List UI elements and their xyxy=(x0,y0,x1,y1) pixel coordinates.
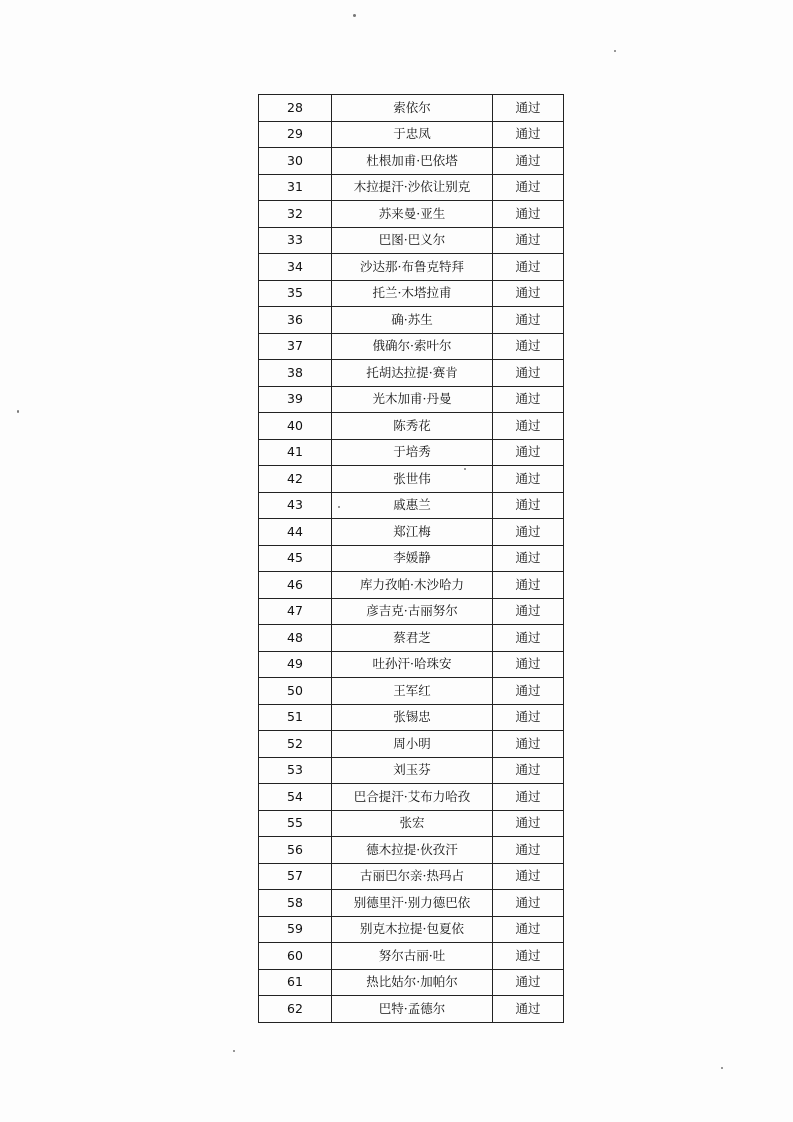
row-result: 通过 xyxy=(493,678,564,705)
table-row xyxy=(259,837,564,864)
row-result: 通过 xyxy=(493,148,564,175)
row-number: 46 xyxy=(259,572,332,599)
table-row xyxy=(259,651,564,678)
row-name: 彦吉克·古丽努尔 xyxy=(332,598,493,625)
table-row xyxy=(259,890,564,917)
row-result: 通过 xyxy=(493,519,564,546)
row-name: 巴合提汗·艾布力哈孜 xyxy=(332,784,493,811)
row-name: 苏来曼·亚生 xyxy=(332,201,493,228)
row-number: 38 xyxy=(259,360,332,387)
table-row xyxy=(259,201,564,228)
table-row xyxy=(259,466,564,493)
results-table-body xyxy=(259,95,564,1023)
row-number: 30 xyxy=(259,148,332,175)
row-name: 巴特·孟德尔 xyxy=(332,996,493,1023)
row-number: 39 xyxy=(259,386,332,413)
table-row xyxy=(259,360,564,387)
scan-speck xyxy=(614,50,616,52)
row-result: 通过 xyxy=(493,307,564,334)
results-table xyxy=(258,94,564,1023)
table-row xyxy=(259,413,564,440)
row-result: 通过 xyxy=(493,625,564,652)
row-result: 通过 xyxy=(493,810,564,837)
row-result: 通过 xyxy=(493,386,564,413)
row-result: 通过 xyxy=(493,837,564,864)
row-result: 通过 xyxy=(493,704,564,731)
row-number: 34 xyxy=(259,254,332,281)
row-number: 52 xyxy=(259,731,332,758)
row-name: 托兰·木塔拉甫 xyxy=(332,280,493,307)
row-number: 40 xyxy=(259,413,332,440)
table-row xyxy=(259,757,564,784)
row-name: 别克木拉提·包夏依 xyxy=(332,916,493,943)
row-number: 32 xyxy=(259,201,332,228)
row-number: 57 xyxy=(259,863,332,890)
table-row xyxy=(259,572,564,599)
row-result: 通过 xyxy=(493,863,564,890)
table-row xyxy=(259,386,564,413)
row-name: 古丽巴尔亲·热玛占 xyxy=(332,863,493,890)
row-result: 通过 xyxy=(493,492,564,519)
row-number: 42 xyxy=(259,466,332,493)
row-result: 通过 xyxy=(493,333,564,360)
row-result: 通过 xyxy=(493,360,564,387)
row-name: 确·苏生 xyxy=(332,307,493,334)
row-name: 陈秀花 xyxy=(332,413,493,440)
row-number: 47 xyxy=(259,598,332,625)
row-name: 俄确尔·索叶尔 xyxy=(332,333,493,360)
row-name: 张锡忠 xyxy=(332,704,493,731)
table-row xyxy=(259,307,564,334)
table-row xyxy=(259,969,564,996)
table-row xyxy=(259,148,564,175)
row-number: 61 xyxy=(259,969,332,996)
row-result: 通过 xyxy=(493,280,564,307)
table-row xyxy=(259,545,564,572)
row-result: 通过 xyxy=(493,466,564,493)
row-name: 努尔古丽·吐 xyxy=(332,943,493,970)
row-name: 沙达那·布鲁克特拜 xyxy=(332,254,493,281)
table-row xyxy=(259,996,564,1023)
row-number: 55 xyxy=(259,810,332,837)
row-result: 通过 xyxy=(493,95,564,122)
row-number: 53 xyxy=(259,757,332,784)
table-row xyxy=(259,731,564,758)
row-result: 通过 xyxy=(493,731,564,758)
row-result: 通过 xyxy=(493,254,564,281)
row-number: 60 xyxy=(259,943,332,970)
row-result: 通过 xyxy=(493,439,564,466)
row-name: 德木拉提·伙孜汗 xyxy=(332,837,493,864)
row-number: 59 xyxy=(259,916,332,943)
row-result: 通过 xyxy=(493,890,564,917)
row-name: 热比姑尔·加帕尔 xyxy=(332,969,493,996)
row-number: 28 xyxy=(259,95,332,122)
row-name: 蔡君芝 xyxy=(332,625,493,652)
table-row xyxy=(259,95,564,122)
row-name: 周小明 xyxy=(332,731,493,758)
row-result: 通过 xyxy=(493,227,564,254)
row-result: 通过 xyxy=(493,916,564,943)
row-number: 44 xyxy=(259,519,332,546)
table-row xyxy=(259,280,564,307)
table-row xyxy=(259,492,564,519)
scan-speck xyxy=(721,1067,723,1069)
row-number: 54 xyxy=(259,784,332,811)
row-name: 李媛静 xyxy=(332,545,493,572)
row-name: 库力孜帕·木沙哈力 xyxy=(332,572,493,599)
row-result: 通过 xyxy=(493,121,564,148)
row-result: 通过 xyxy=(493,651,564,678)
row-number: 45 xyxy=(259,545,332,572)
table-row xyxy=(259,333,564,360)
table-row xyxy=(259,519,564,546)
row-number: 37 xyxy=(259,333,332,360)
scan-speck xyxy=(353,14,356,17)
table-row xyxy=(259,174,564,201)
row-result: 通过 xyxy=(493,784,564,811)
scan-speck xyxy=(17,410,19,413)
row-name: 于培秀 xyxy=(332,439,493,466)
row-number: 35 xyxy=(259,280,332,307)
table-row xyxy=(259,784,564,811)
row-name: 光木加甫·丹曼 xyxy=(332,386,493,413)
row-result: 通过 xyxy=(493,757,564,784)
row-name: 托胡达拉提·赛肯 xyxy=(332,360,493,387)
row-number: 33 xyxy=(259,227,332,254)
row-result: 通过 xyxy=(493,598,564,625)
row-name: 别德里汗·别力德巴依 xyxy=(332,890,493,917)
row-number: 48 xyxy=(259,625,332,652)
row-result: 通过 xyxy=(493,572,564,599)
row-name: 木拉提汗·沙依让别克 xyxy=(332,174,493,201)
scan-speck xyxy=(233,1050,235,1052)
row-number: 62 xyxy=(259,996,332,1023)
table-row xyxy=(259,810,564,837)
row-name: 吐孙汗·哈珠安 xyxy=(332,651,493,678)
row-name: 索依尔 xyxy=(332,95,493,122)
row-number: 29 xyxy=(259,121,332,148)
row-name: 戚惠兰 xyxy=(332,492,493,519)
row-number: 31 xyxy=(259,174,332,201)
row-number: 56 xyxy=(259,837,332,864)
row-number: 50 xyxy=(259,678,332,705)
row-name: 刘玉芬 xyxy=(332,757,493,784)
row-name: 郑江梅 xyxy=(332,519,493,546)
table-row xyxy=(259,863,564,890)
table-row xyxy=(259,121,564,148)
table-row xyxy=(259,943,564,970)
row-result: 通过 xyxy=(493,545,564,572)
row-result: 通过 xyxy=(493,201,564,228)
row-name: 王军红 xyxy=(332,678,493,705)
row-result: 通过 xyxy=(493,969,564,996)
table-row xyxy=(259,439,564,466)
row-number: 36 xyxy=(259,307,332,334)
scan-speck xyxy=(338,506,340,508)
table-row xyxy=(259,678,564,705)
row-number: 58 xyxy=(259,890,332,917)
table-row xyxy=(259,598,564,625)
row-result: 通过 xyxy=(493,943,564,970)
row-result: 通过 xyxy=(493,413,564,440)
table-row xyxy=(259,916,564,943)
table-row xyxy=(259,704,564,731)
row-name: 张宏 xyxy=(332,810,493,837)
row-number: 41 xyxy=(259,439,332,466)
row-number: 49 xyxy=(259,651,332,678)
scan-speck xyxy=(464,468,466,470)
row-result: 通过 xyxy=(493,996,564,1023)
row-result: 通过 xyxy=(493,174,564,201)
row-name: 于忠凤 xyxy=(332,121,493,148)
row-name: 杜根加甫·巴依塔 xyxy=(332,148,493,175)
table-row xyxy=(259,254,564,281)
table-row xyxy=(259,227,564,254)
row-name: 张世伟 xyxy=(332,466,493,493)
row-number: 43 xyxy=(259,492,332,519)
table-row xyxy=(259,625,564,652)
row-name: 巴图·巴义尔 xyxy=(332,227,493,254)
row-number: 51 xyxy=(259,704,332,731)
